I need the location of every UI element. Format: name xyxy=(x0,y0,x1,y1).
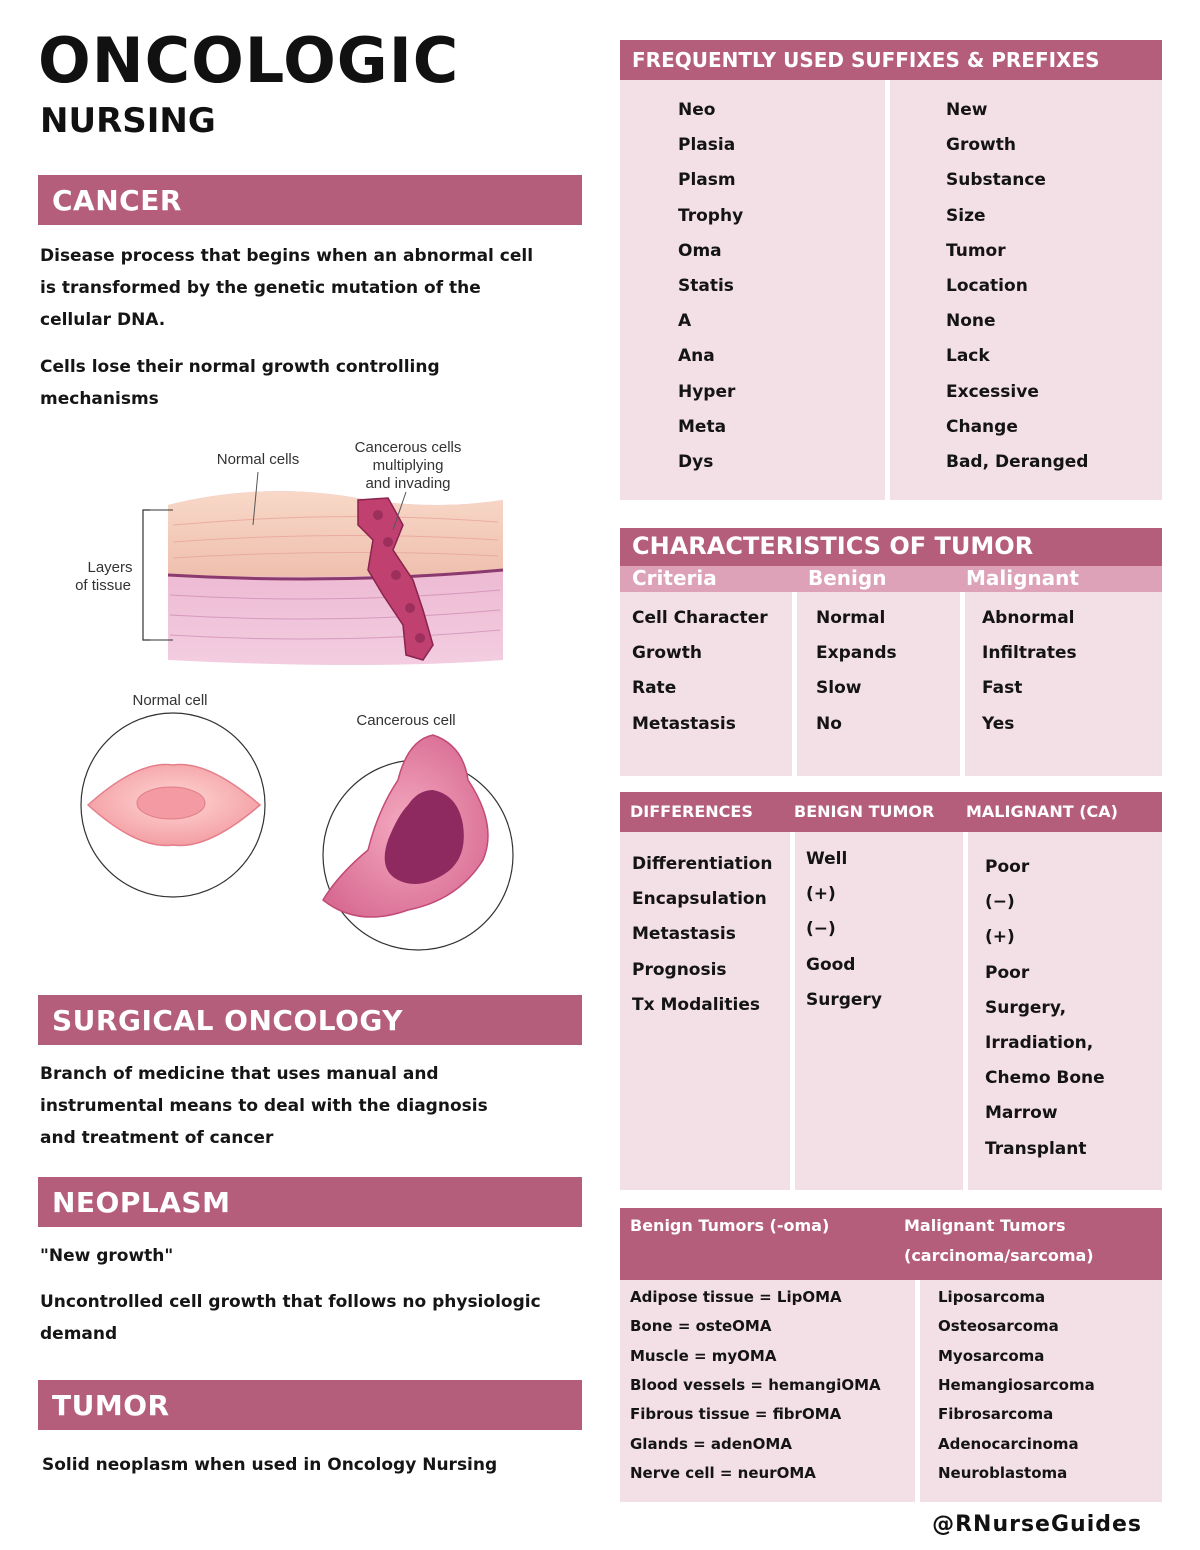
difference-criterion: Prognosis xyxy=(632,959,727,980)
characteristics-cell: Infiltrates xyxy=(982,643,1077,664)
characteristics-cell: Normal xyxy=(816,608,886,628)
benign-tumor-item: Glands = adenOMA xyxy=(630,1434,792,1453)
cancer-def-line: is transformed by the genetic mutation of the xyxy=(40,278,481,298)
malignant-tumor-item: Liposarcoma xyxy=(938,1288,1046,1306)
cancer-growth-line: Cells lose their normal growth controlling xyxy=(40,357,440,377)
affix-meaning: Tumor xyxy=(946,240,1006,261)
column-divider xyxy=(790,832,795,1190)
difference-criterion: Encapsulation xyxy=(632,889,767,910)
characteristics-panel xyxy=(620,528,1162,776)
page-title: ONCOLOGIC xyxy=(38,24,460,97)
cancerous-cells-label-1: Cancerous cells xyxy=(354,439,462,456)
characteristics-cell: Slow xyxy=(816,678,862,699)
neoplasm-line: Uncontrolled cell growth that follows no physiologic xyxy=(40,1292,541,1312)
difference-malignant-value: Poor xyxy=(985,857,1030,877)
difference-benign-value: Surgery xyxy=(806,989,882,1010)
benign-tumor-item: Adipose tissue = LipOMA xyxy=(630,1288,842,1306)
benign-tumor-item: Muscle = myOMA xyxy=(630,1346,777,1365)
column-divider xyxy=(960,592,965,776)
malignant-tumor-item: Osteosarcoma xyxy=(938,1317,1059,1336)
difference-malignant-value: Marrow xyxy=(985,1103,1058,1124)
affix-term: Statis xyxy=(678,276,734,296)
difference-malignant-value: Poor xyxy=(985,962,1030,983)
benign-tumor-item: Bone = osteOMA xyxy=(630,1317,772,1336)
benign-col-header: Benign xyxy=(808,566,887,590)
credit-handle: @RNurseGuides xyxy=(932,1512,1142,1537)
affix-term: Neo xyxy=(678,100,716,120)
column-divider xyxy=(885,80,890,500)
characteristics-cell: Expands xyxy=(816,643,897,664)
tumor-types-panel xyxy=(620,1208,1162,1502)
benign-tumor-item: Blood vessels = hemangiOMA xyxy=(630,1375,881,1394)
affix-term: A xyxy=(678,311,692,332)
neoplasm-heading: NEOPLASM xyxy=(38,1177,582,1227)
cancer-def-line: cellular DNA. xyxy=(40,310,166,330)
difference-criterion: Differentiation xyxy=(632,854,773,874)
malignant-tumors-header-1: Malignant Tumors xyxy=(904,1216,1066,1235)
difference-benign-value: Well xyxy=(806,849,848,869)
column-divider xyxy=(792,592,797,776)
surgical-line: Branch of medicine that uses manual and xyxy=(40,1064,439,1084)
benign-tumor-item: Nerve cell = neurOMA xyxy=(630,1463,816,1482)
difference-benign-value: (−) xyxy=(806,919,836,940)
difference-malignant-value: (−) xyxy=(985,892,1015,913)
characteristics-cell: Metastasis xyxy=(632,713,736,734)
criteria-col-header: Criteria xyxy=(632,566,717,590)
affix-meaning: Substance xyxy=(946,170,1046,191)
surgical-oncology-heading: SURGICAL ONCOLOGY xyxy=(38,995,582,1045)
affix-meaning: Growth xyxy=(946,135,1016,156)
normal-cell-label: Normal cell xyxy=(132,692,208,709)
affix-meaning: Bad, Deranged xyxy=(946,452,1089,472)
affix-term: Meta xyxy=(678,416,727,437)
tumor-text: Solid neoplasm when used in Oncology Nursing xyxy=(42,1455,498,1475)
malignant-tumor-item: Myosarcoma xyxy=(938,1346,1045,1365)
difference-benign-value: (+) xyxy=(806,884,836,905)
page-subtitle: NURSING xyxy=(40,101,216,141)
cancer-heading: CANCER xyxy=(38,175,582,225)
cancerous-cell-label: Cancerous cell xyxy=(356,712,456,729)
characteristics-cell: Yes xyxy=(982,713,1015,734)
characteristics-cell: Fast xyxy=(982,678,1023,699)
difference-malignant-value: Surgery, xyxy=(985,997,1067,1018)
column-divider xyxy=(963,832,968,1190)
affix-term: Plasia xyxy=(678,135,736,156)
affix-term: Trophy xyxy=(678,205,744,226)
surgical-oncology-text xyxy=(40,1058,585,1154)
affix-term: Plasm xyxy=(678,170,736,191)
layers-label-2: of tissue xyxy=(75,577,131,594)
column-divider xyxy=(915,1280,920,1502)
affix-meaning: New xyxy=(946,100,988,120)
benign-tumor-col-header: BENIGN TUMOR xyxy=(794,802,935,821)
benign-tumor-item: Fibrous tissue = fibrOMA xyxy=(630,1405,842,1424)
difference-benign-value: Good xyxy=(806,954,856,975)
cancerous-cells-label-3: and invading xyxy=(365,475,451,492)
characteristics-cell: Rate xyxy=(632,678,677,699)
affix-meaning: Location xyxy=(946,276,1028,296)
difference-criterion: Tx Modalities xyxy=(632,994,760,1015)
layers-label-1: Layers xyxy=(87,559,133,576)
cancer-growth-line: mechanisms xyxy=(40,389,159,409)
affixes-heading: FREQUENTLY USED SUFFIXES & PREFIXES xyxy=(620,40,1162,80)
malignant-tumor-item: Adenocarcinoma xyxy=(938,1434,1079,1453)
affixes-panel xyxy=(620,40,1162,500)
malignant-tumors-header-2: (carcinoma/sarcoma) xyxy=(904,1246,1094,1265)
affix-term: Dys xyxy=(678,452,714,472)
differences-col-header: DIFFERENCES xyxy=(630,802,753,821)
affix-meaning: Excessive xyxy=(946,381,1039,402)
characteristics-heading: CHARACTERISTICS OF TUMOR xyxy=(620,528,1162,566)
characteristics-cell: Abnormal xyxy=(982,608,1075,628)
benign-tumors-header: Benign Tumors (-oma) xyxy=(630,1216,830,1235)
affix-meaning: Lack xyxy=(946,346,990,367)
neoplasm-text xyxy=(40,1286,590,1350)
affix-meaning: Size xyxy=(946,205,986,226)
difference-malignant-value: Chemo Bone xyxy=(985,1068,1105,1089)
neoplasm-quote: "New growth" xyxy=(40,1246,174,1266)
tumor-heading: TUMOR xyxy=(38,1380,582,1430)
cancerous-cells-label-2: multiplying xyxy=(372,457,444,474)
neoplasm-line: demand xyxy=(40,1324,118,1344)
characteristics-cell: Growth xyxy=(632,643,702,664)
cancer-def-line: Disease process that begins when an abnormal cell xyxy=(40,246,534,266)
characteristics-cell: Cell Character xyxy=(632,608,768,628)
difference-malignant-value: (+) xyxy=(985,927,1015,948)
malignant-col-header: Malignant xyxy=(966,566,1079,590)
surgical-line: and treatment of cancer xyxy=(40,1128,274,1148)
affix-term: Hyper xyxy=(678,381,736,402)
affix-meaning: None xyxy=(946,311,996,332)
affix-meaning: Change xyxy=(946,416,1018,437)
cancer-cell-illustration xyxy=(38,430,583,970)
affix-term: Oma xyxy=(678,240,722,261)
surgical-line: instrumental means to deal with the diagnosis xyxy=(40,1096,488,1116)
affix-term: Ana xyxy=(678,346,715,367)
characteristics-cell: No xyxy=(816,713,842,734)
difference-malignant-value: Irradiation, xyxy=(985,1033,1094,1053)
malignant-ca-col-header: MALIGNANT (CA) xyxy=(966,802,1118,821)
differences-panel xyxy=(620,792,1162,1190)
difference-malignant-value: Transplant xyxy=(985,1138,1087,1159)
difference-criterion: Metastasis xyxy=(632,924,736,945)
malignant-tumor-item: Neuroblastoma xyxy=(938,1463,1068,1482)
malignant-tumor-item: Fibrosarcoma xyxy=(938,1405,1054,1424)
cancer-definition xyxy=(40,240,585,336)
normal-cells-label: Normal cells xyxy=(216,451,300,468)
cancer-growth-text xyxy=(40,351,585,415)
malignant-tumor-item: Hemangiosarcoma xyxy=(938,1375,1095,1394)
